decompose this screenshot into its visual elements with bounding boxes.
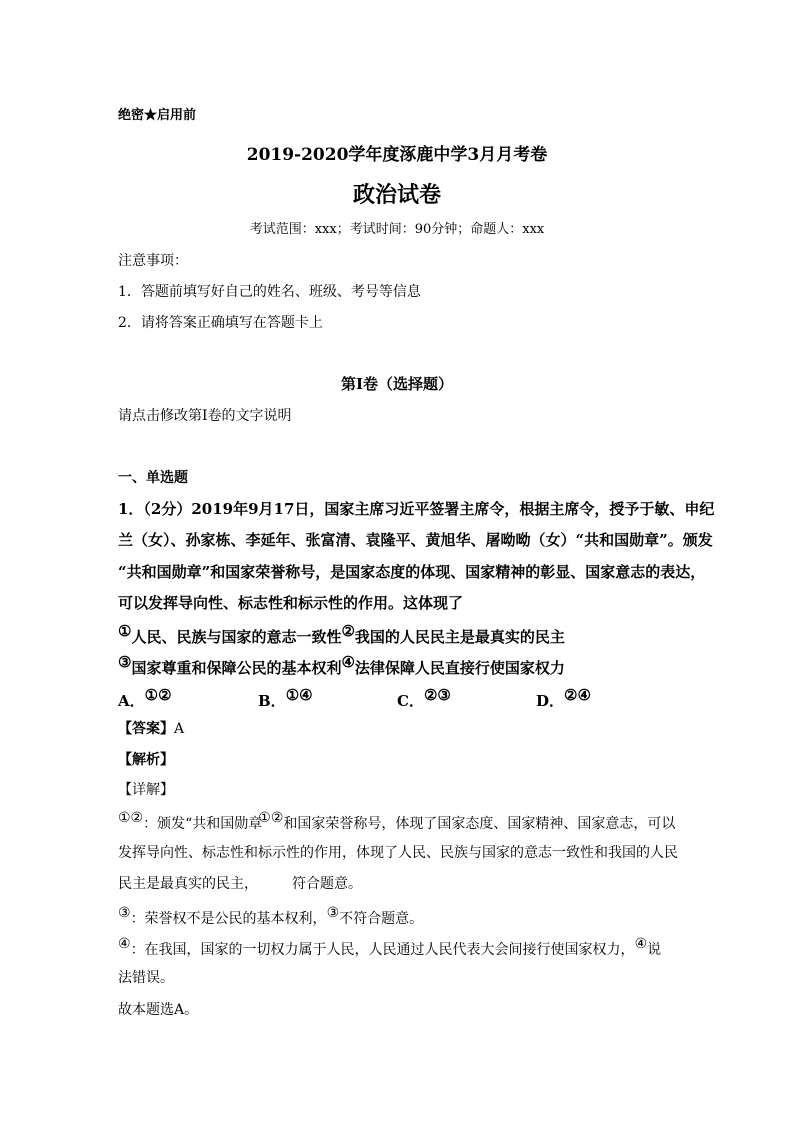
statement-row-1 <box>118 622 565 647</box>
p1-mid-marks: ①② <box>258 810 284 826</box>
answer-label: 【答案】 <box>118 721 174 737</box>
option-b-label: B． <box>258 692 286 710</box>
p1-line3-a: 民主是最真实的民主， <box>118 876 258 892</box>
volume-title: 第I卷（选择题） <box>340 375 454 393</box>
p2-mark: ③ <box>118 905 131 921</box>
question-line-1: 1．（2分）2019年9月17日，国家主席习近平签署主席令，根据主席令，授予于敏、申纪 <box>118 500 715 518</box>
option-b-value: ①④ <box>285 686 313 704</box>
p1-marks: ①② <box>118 810 144 826</box>
statement-3-text: 国家尊重和保障公民的基本权利 <box>131 659 342 677</box>
p2-text-b: 不符合题意。 <box>339 911 424 927</box>
question-line-4: 可以发挥导向性、标志性和标示性的作用。这体现了 <box>118 594 464 612</box>
question-line-3: “共和国勋章”和国家荣誉称号，是国家态度的体现、国家精神的彰显、国家意志的表达， <box>118 563 706 581</box>
explanation-p3-line2: 法错误。 <box>118 970 174 986</box>
notes-heading: 注意事项： <box>118 253 188 269</box>
answer-value: A <box>174 721 185 737</box>
option-b <box>258 686 313 711</box>
p3-mark-2: ④ <box>634 936 648 952</box>
explanation-p2 <box>118 905 423 928</box>
statement-2-mark: ② <box>341 622 355 640</box>
detail-label: 【详解】 <box>118 782 174 798</box>
p3-text-a: ：在我国，国家的一切权力属于人民，人民通过人民代表大会间接行使国家权力， <box>130 942 635 958</box>
option-d-value: ②④ <box>564 686 591 704</box>
p3-text-b: 说 <box>647 942 662 958</box>
statement-4-text: 法律保障人民直接行使国家权力 <box>354 659 565 677</box>
option-c-value: ②③ <box>423 686 451 704</box>
note-item-2: 2．请将答案正确填写在答题卡上 <box>118 315 323 331</box>
statement-row-2 <box>118 653 565 678</box>
explanation-p3-line1 <box>118 936 661 959</box>
exam-info: 考试范围：xxx；考试时间：90分钟；命题人：xxx <box>249 222 545 237</box>
volume-hint: 请点击修改第I卷的文字说明 <box>118 408 292 424</box>
p1-line3-b: 符合题意。 <box>292 876 362 892</box>
p1-text-a: ：颁发“共和国勋章 <box>143 816 263 832</box>
answer-line <box>118 718 184 738</box>
note-item-1: 1．答题前填写好自己的姓名、班级、考号等信息 <box>118 284 421 300</box>
statement-4-mark: ④ <box>341 653 355 671</box>
analysis-label: 【解析】 <box>118 752 174 768</box>
p3-mark: ④ <box>118 936 131 952</box>
subject-title: 政治试卷 <box>352 182 441 208</box>
explanation-p1-line3 <box>118 873 362 893</box>
explanation-p1-line1 <box>118 810 675 833</box>
confidential-label: 绝密★启用前 <box>118 108 197 123</box>
statement-2-text: 我国的人民民主是最真实的民主 <box>354 628 565 646</box>
statement-1-mark: ① <box>118 622 132 640</box>
exam-title: 2019-2020学年度涿鹿中学3月月考卷 <box>246 145 548 165</box>
p2-text-a: ：荣誉权不是公民的基本权利， <box>130 911 327 927</box>
p2-mark-2: ③ <box>326 905 340 921</box>
option-c-label: C． <box>397 692 424 710</box>
option-a-value: ①② <box>144 686 172 704</box>
option-a <box>118 686 172 711</box>
option-d <box>536 686 591 711</box>
section-title: 一、单选题 <box>118 470 188 486</box>
question-line-2: 兰（女）、孙家栋、李延年、张富清、袁隆平、黄旭华、屠呦呦（女）“共和国勋章”。颁发 <box>118 531 713 549</box>
statement-1-text: 人民、民族与国家的意志一致性 <box>131 628 342 646</box>
statement-3-mark: ③ <box>118 653 132 671</box>
option-a-label: A． <box>118 692 145 710</box>
explanation-p1-line2: 发挥导向性、标志性和标示性的作用，体现了人民、民族与国家的意志一致性和我国的人民 <box>118 845 678 861</box>
option-d-label: D． <box>536 692 565 710</box>
conclusion: 故本题选A。 <box>118 1002 199 1018</box>
option-c <box>397 686 451 711</box>
p1-text-b: 和国家荣誉称号，体现了国家态度、国家精神、国家意志，可以 <box>283 816 676 832</box>
